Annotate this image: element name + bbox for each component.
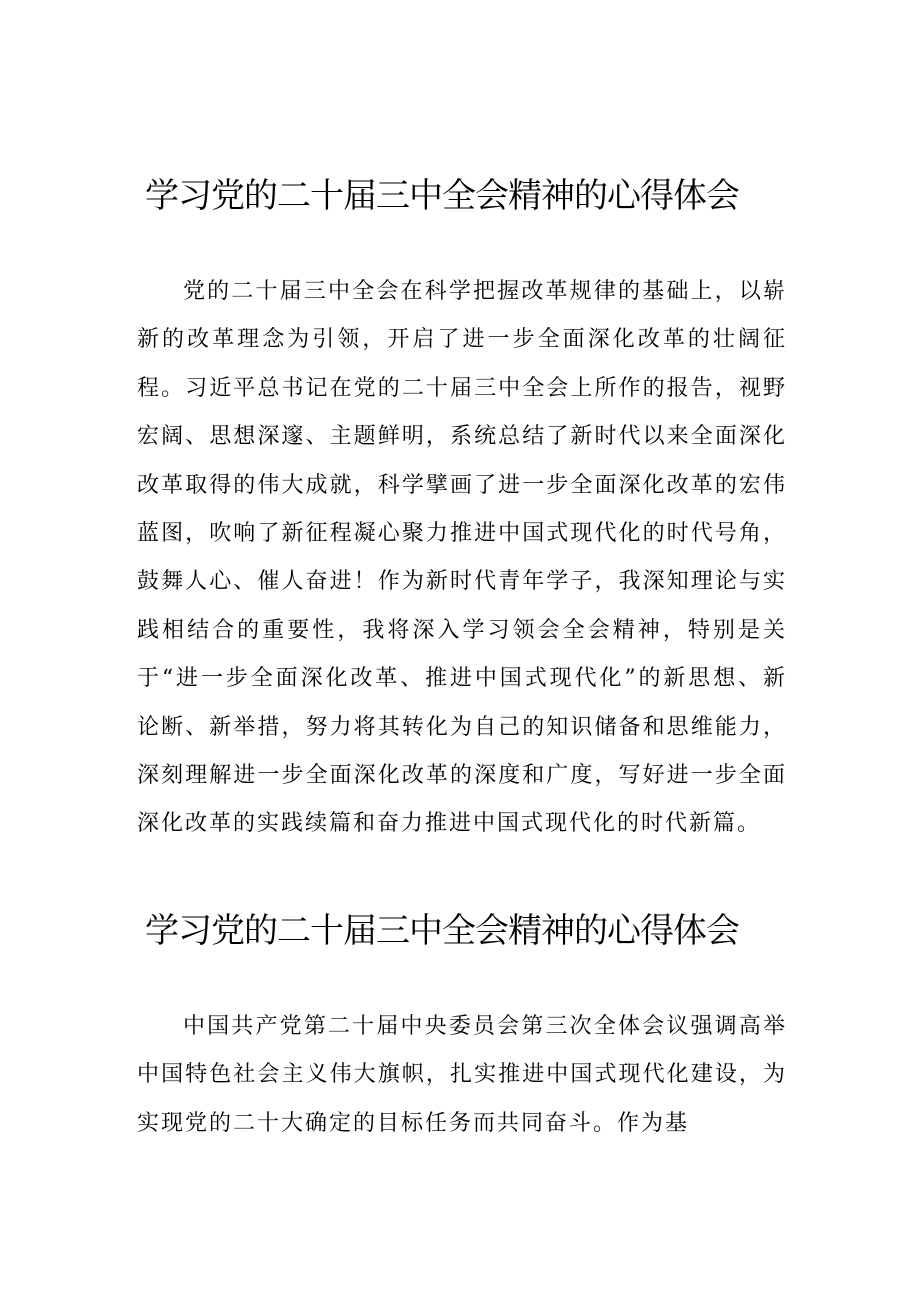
section-title: 学习党的二十届三中全会精神的心得体会 [145,176,739,216]
section-title: 学习党的二十届三中全会精神的心得体会 [145,911,739,951]
section-paragraph: 党的二十届三中全会在科学把握改革规律的基础上，以崭新的改革理念为引领，开启了进一步全面深化改革的壮阔征程。习近平总书记在党的二十届三中全会上所作的报告，视野宏阔、思想深邃、主题鲜明，系统总结了新时代以来全面深化改革取得的伟大成就，科学擘画了进一步全面深化改革的宏伟蓝图，吹响了新征程凝心聚力推进中国式现代化的时代号角，鼓舞人心、催人奋进！作为新时代青年学子，我深知理论与实践相结合的重要性，我将深入学习领会全会精神，特别是关于“进一步全面深化改革、推进中国式现代化”的新思想、新论断、新举措，努力将其转化为自己的知识储备和思维能力，深刻理解进一步全面深化改革的深度和广度，写好进一步全面深化改革的实践续篇和奋力推进中国式现代化的时代新篇。 [137,279,787,837]
section-paragraph: 中国共产党第二十届中央委员会第三次全体会议强调高举中国特色社会主义伟大旗帜，扎实推进中国式现代化建设，为实现党的二十大确定的目标任务而共同奋斗。作为基 [137,1014,787,1136]
